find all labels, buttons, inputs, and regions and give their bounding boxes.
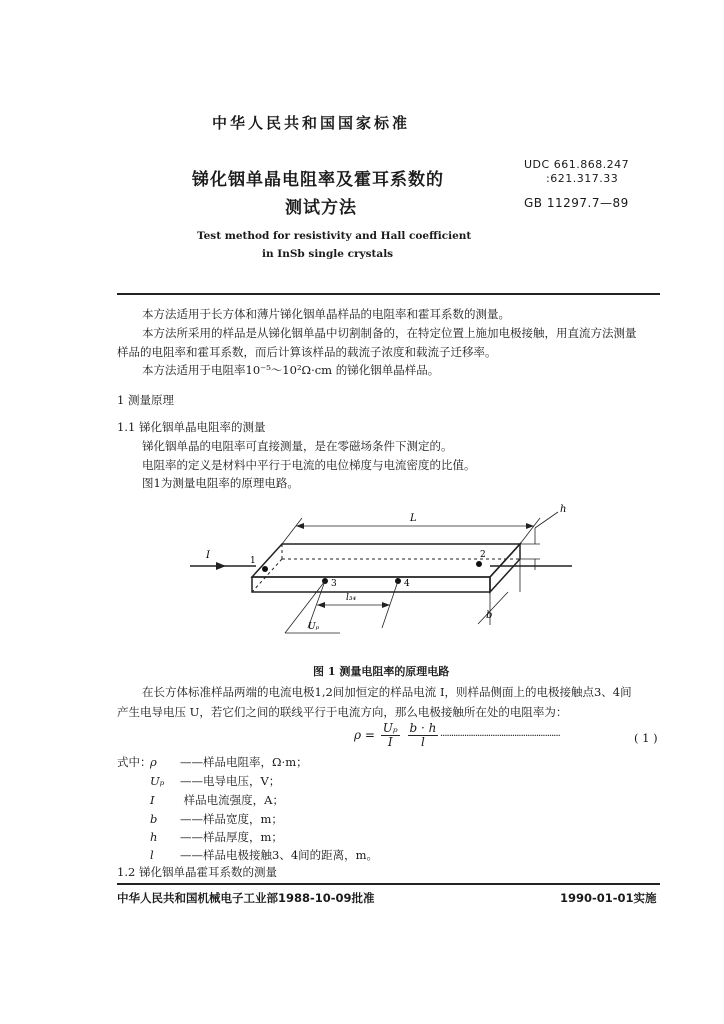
- electrode-1: [262, 566, 268, 572]
- intro-paragraph-2-line2: 样品的电阻率和霍耳系数，而后计算该样品的载流子浓度和载流子迁移率。: [117, 345, 497, 359]
- label-electrode-4: 4: [404, 579, 410, 589]
- definitions-intro: 式中：: [117, 755, 152, 769]
- intro-paragraph-2-line1: 本方法所采用的样品是从锑化铟单晶中切割制备的，在特定位置上施加电极接触，用直流方法测量: [142, 326, 637, 340]
- title-cn-line1: 锑化铟单晶电阻率及霍耳系数的: [192, 170, 444, 190]
- bar-top-face: [252, 544, 520, 577]
- formula-frac1-den: I: [387, 735, 393, 749]
- label-electrode-1: 1: [250, 556, 256, 566]
- label-current-I: I: [206, 550, 210, 561]
- section-1-1-line3: 图1为测量电阻率的原理电路。: [142, 476, 299, 490]
- label-electrode-3: 3: [331, 579, 337, 589]
- section-1-1-line1: 锑化铟单晶的电阻率可直接测量，是在零磁场条件下测定的。: [142, 439, 453, 453]
- formula-lhs: ρ =: [354, 728, 375, 742]
- udc-line1: UDC 661.868.247: [524, 158, 630, 171]
- label-length-L: L: [410, 513, 417, 524]
- label-thickness-h: h: [560, 504, 567, 515]
- formula-frac1-num: Uₚ: [382, 721, 398, 735]
- definition-item: ρ ——样品电阻率，Ω·m；: [150, 755, 308, 769]
- title-en-line1: Test method for resistivity and Hall coefficient: [197, 230, 472, 242]
- definition-item: h ——样品厚度，m；: [150, 830, 283, 844]
- definition-item: Uₚ ——电导电压，V；: [150, 774, 281, 788]
- definition-item: l ——样品电极接触3、4间的距离，m。: [150, 848, 379, 862]
- figure-1-diagram: [190, 500, 610, 650]
- title-cn-line2: 测试方法: [285, 198, 357, 218]
- intro-paragraph-3: 本方法适用于电阻率10⁻⁵～10²Ω·cm 的锑化铟单晶样品。: [142, 363, 440, 377]
- udc-line2: :621.317.33: [546, 172, 619, 185]
- bar-right-face: [490, 544, 520, 592]
- formula-1: [354, 722, 440, 749]
- implementation-date: 1990-01-01实施: [560, 891, 657, 905]
- title-en-line2: in InSb single crystals: [262, 248, 394, 260]
- label-width-b: b: [486, 610, 493, 621]
- body-line2: 产生电导电压 U，若它们之间的联线平行于电流方向，那么电极接触所在处的电阻率为：: [117, 705, 568, 719]
- formula-number: ( 1 ): [634, 731, 658, 745]
- section-1-2-heading: 1.2 锑化铟单晶霍耳系数的测量: [117, 865, 277, 879]
- formula-leader: ·······················································: [440, 731, 560, 742]
- footer-rule: [117, 883, 660, 885]
- label-distance-l34: l₃₄: [346, 593, 357, 603]
- definition-item: b ——样品宽度，m；: [150, 812, 283, 826]
- formula-frac2-num: b · h: [409, 721, 437, 735]
- gb-code: GB 11297.7—89: [524, 196, 629, 210]
- section-1-1-line2: 电阻率的定义是材料中平行于电流的电位梯度与电流密度的比值。: [142, 458, 476, 472]
- body-line1: 在长方体标准样品两端的电流电极1,2间加恒定的样品电流 I，则样品侧面上的电极接触点3、4间: [142, 685, 632, 699]
- standard-name: 中华人民共和国国家标准: [212, 114, 411, 132]
- electrode-2: [476, 561, 482, 567]
- label-electrode-2: 2: [480, 550, 486, 560]
- formula-frac2-den: l: [421, 735, 425, 749]
- figure-1-caption: 图 1 测量电阻率的原理电路: [313, 665, 450, 678]
- label-voltage-Up: Uₚ: [308, 622, 320, 632]
- intro-paragraph-1: 本方法适用于长方体和薄片锑化铟单晶样品的电阻率和霍耳系数的测量。: [142, 307, 510, 321]
- section-1-heading: 1 测量原理: [117, 393, 174, 407]
- header-rule: [117, 293, 660, 295]
- section-1-1-heading: 1.1 锑化铟单晶电阻率的测量: [117, 420, 266, 434]
- definition-item: I 样品电流强度，A；: [150, 793, 284, 807]
- approval-note: 中华人民共和国机械电子工业部1988-10-09批准: [117, 891, 375, 905]
- bar-front-face: [252, 577, 490, 592]
